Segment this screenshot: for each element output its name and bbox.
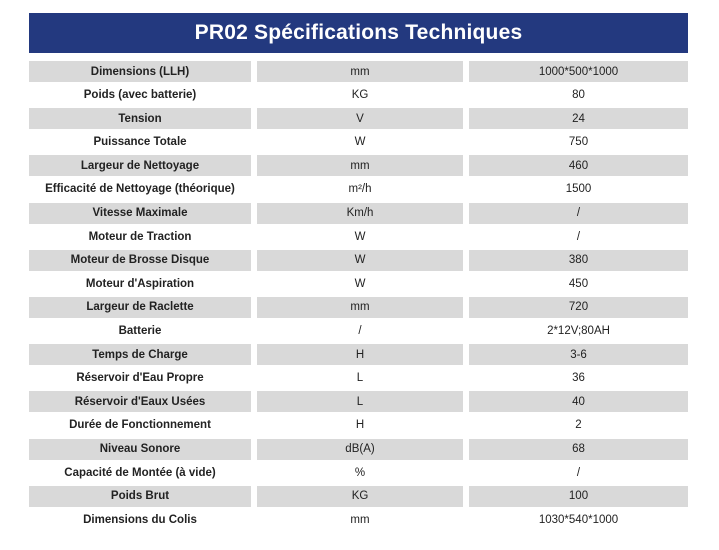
spec-label: Temps de Charge [29,344,251,365]
spec-value: 450 [469,273,688,294]
spec-unit: mm [257,509,463,530]
spec-unit: H [257,344,463,365]
spec-value: 460 [469,155,688,176]
spec-label: Dimensions du Colis [29,509,251,530]
page-title: PR02 Spécifications Techniques [29,13,688,53]
spec-table [29,61,688,533]
spec-value: 1500 [469,179,688,200]
spec-value: 1000*500*1000 [469,61,688,82]
table-row [29,344,688,365]
spec-unit: mm [257,155,463,176]
table-row [29,250,688,271]
spec-value: 1030*540*1000 [469,509,688,530]
table-row [29,226,688,247]
spec-label: Puissance Totale [29,132,251,153]
spec-label: Durée de Fonctionnement [29,415,251,436]
spec-unit: / [257,321,463,342]
spec-value: 100 [469,486,688,507]
table-row [29,203,688,224]
table-row [29,132,688,153]
table-row [29,179,688,200]
spec-label: Tension [29,108,251,129]
table-row [29,108,688,129]
spec-value: 750 [469,132,688,153]
spec-label: Largeur de Nettoyage [29,155,251,176]
spec-unit: V [257,108,463,129]
spec-value: / [469,226,688,247]
spec-unit: Km/h [257,203,463,224]
spec-value: 3-6 [469,344,688,365]
table-row [29,439,688,460]
spec-label: Poids Brut [29,486,251,507]
spec-unit: % [257,462,463,483]
spec-value: 2 [469,415,688,436]
spec-label: Poids (avec batterie) [29,85,251,106]
table-row [29,85,688,106]
spec-label: Largeur de Raclette [29,297,251,318]
spec-label: Réservoir d'Eau Propre [29,368,251,389]
spec-unit: KG [257,85,463,106]
spec-unit: H [257,415,463,436]
spec-value: 380 [469,250,688,271]
table-row [29,273,688,294]
table-row [29,391,688,412]
spec-unit: dB(A) [257,439,463,460]
spec-label: Réservoir d'Eaux Usées [29,391,251,412]
spec-unit: W [257,132,463,153]
spec-unit: W [257,226,463,247]
spec-unit: L [257,368,463,389]
spec-label: Niveau Sonore [29,439,251,460]
spec-unit: mm [257,297,463,318]
spec-unit: m²/h [257,179,463,200]
spec-label: Batterie [29,321,251,342]
table-row [29,486,688,507]
spec-value: 36 [469,368,688,389]
table-row [29,155,688,176]
spec-value: 40 [469,391,688,412]
spec-label: Moteur de Traction [29,226,251,247]
table-row [29,509,688,530]
spec-value: 68 [469,439,688,460]
spec-unit: L [257,391,463,412]
spec-label: Efficacité de Nettoyage (théorique) [29,179,251,200]
spec-unit: KG [257,486,463,507]
spec-value: 24 [469,108,688,129]
spec-value: / [469,203,688,224]
spec-label: Moteur d'Aspiration [29,273,251,294]
spec-label: Dimensions (LLH) [29,61,251,82]
table-row [29,61,688,82]
spec-value: / [469,462,688,483]
spec-value: 2*12V;80AH [469,321,688,342]
spec-value: 720 [469,297,688,318]
spec-label: Moteur de Brosse Disque [29,250,251,271]
spec-value: 80 [469,85,688,106]
spec-unit: mm [257,61,463,82]
table-row [29,415,688,436]
table-row [29,368,688,389]
table-row [29,462,688,483]
spec-unit: W [257,250,463,271]
table-row [29,321,688,342]
table-row [29,297,688,318]
spec-label: Vitesse Maximale [29,203,251,224]
spec-unit: W [257,273,463,294]
spec-label: Capacité de Montée (à vide) [29,462,251,483]
